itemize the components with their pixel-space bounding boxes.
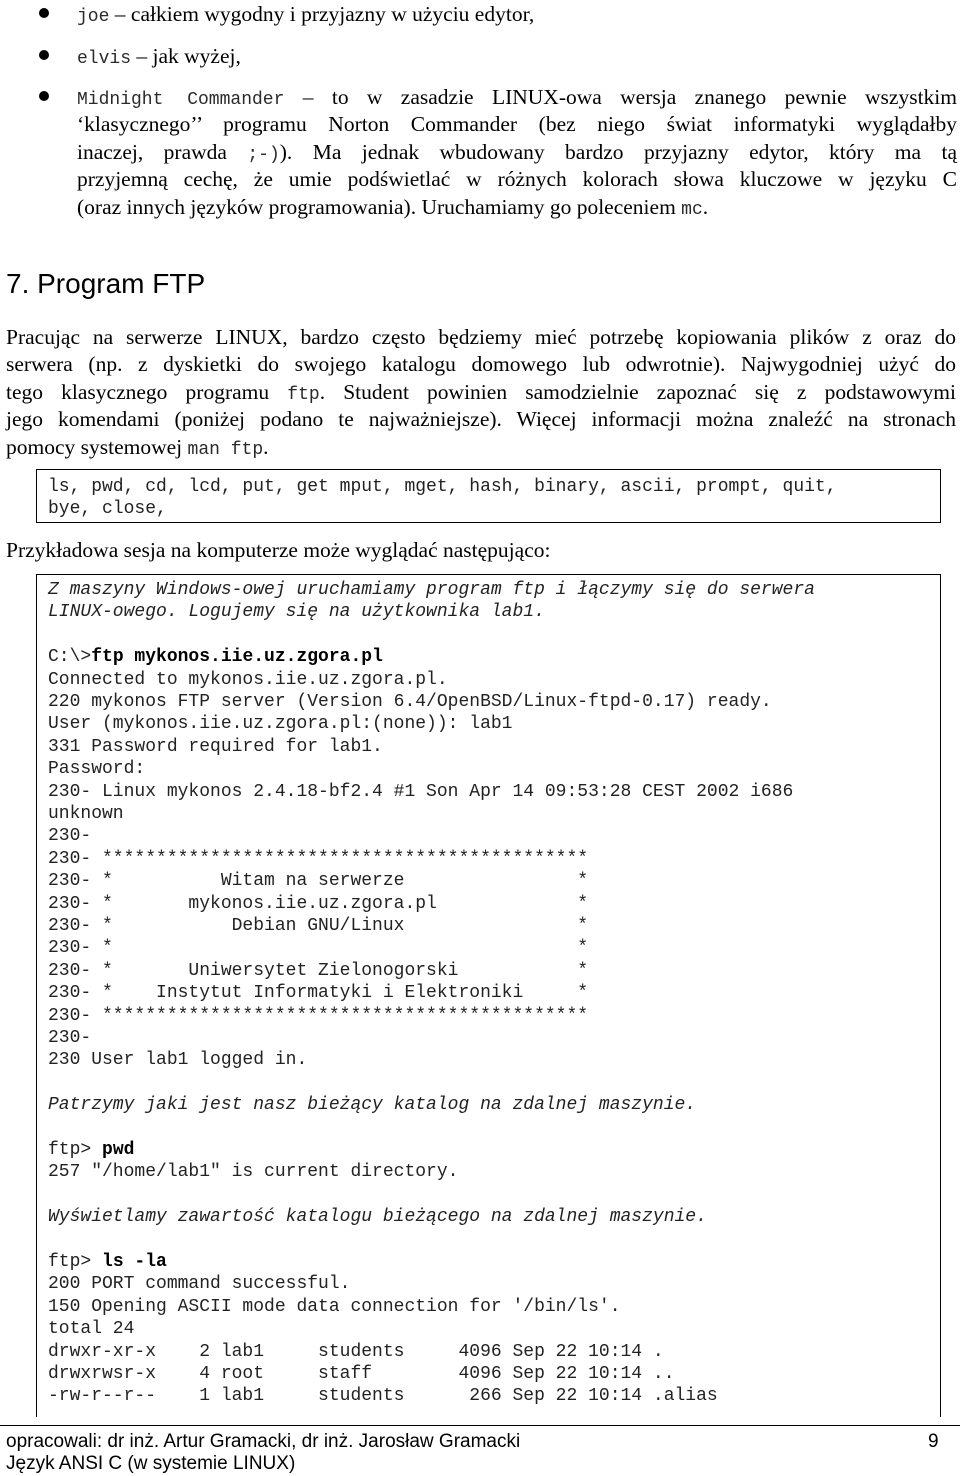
prompt-prefix: ftp> — [48, 1140, 103, 1160]
footer-divider — [0, 1425, 960, 1426]
session-line: 230- * Witam na serwerze * — [48, 871, 589, 892]
session-line: 331 Password required for lab1. — [48, 736, 383, 757]
typed-command: ls -la — [102, 1252, 167, 1272]
session-line: unknown — [48, 804, 124, 824]
paragraph-text: . Student powinien samodzielnie zapoznać się z podstawowymi — [319, 380, 956, 404]
session-line: 230- — [48, 1028, 92, 1048]
bullet-icon — [39, 50, 49, 60]
session-line: Password: — [48, 759, 146, 780]
example-intro: Przykładowa sesja na komputerze może wyglądać następująco: — [6, 538, 551, 562]
session-line: drwxr-xr-x 2 lab1 students 4096 Sep 22 10:14 . — [48, 1341, 664, 1362]
paragraph-line — [6, 405, 956, 433]
session-line: 230- ********************************************* — [48, 1005, 589, 1026]
bullet-line — [77, 193, 957, 224]
paragraph-text: Pracując na serwerze LINUX, bardzo często będziemy mieć potrzebę kopiowania plików z oraz do — [6, 325, 956, 349]
ftp-session-box — [36, 574, 941, 1417]
prompt-prefix: ftp> — [48, 1252, 103, 1272]
typed-command: ftp mykonos.iie.uz.zgora.pl — [91, 647, 383, 668]
session-line — [48, 1251, 167, 1273]
session-line: 230- * mykonos.iie.uz.zgora.pl * — [48, 893, 589, 914]
bullet-icon — [39, 8, 49, 18]
session-line — [48, 646, 383, 668]
session-line: 230 User lab1 logged in. — [48, 1050, 308, 1071]
footer-course: Język ANSI C (w systemie LINUX) — [6, 1453, 296, 1474]
bullet-text: (oraz innych języków programowania). Uruchamiamy go poleceniem — [77, 195, 682, 219]
bullet-line — [77, 0, 957, 31]
session-line: 230- ********************************************* — [48, 848, 589, 869]
bullet-text: . — [702, 195, 709, 219]
session-line: 230- * * — [48, 938, 589, 959]
ftp-commands-box — [36, 469, 941, 523]
bullet-text: – całkiem wygodny i przyjazny w użyciu edytor, — [109, 2, 535, 26]
paragraph-text: tego klasycznego programu — [6, 380, 288, 404]
page-number: 9 — [928, 1431, 939, 1452]
session-line: LINUX-owego. Logujemy się na użytkownika lab1. — [48, 602, 545, 623]
code-term: mc — [681, 200, 703, 220]
paragraph-line — [6, 323, 956, 351]
session-line: -rw-r--r-- 1 lab1 students 266 Sep 22 10:14 .alias — [48, 1386, 718, 1407]
code-term: ftp — [287, 385, 320, 405]
session-line: 230- * Instytut Informatyki i Elektroniki * — [48, 983, 589, 1004]
bullet-text: przyjemną cechę, że umie podświetlać w różnych kolorach słowa kluczowe w języku C — [77, 167, 957, 191]
prompt-prefix: C:\> — [48, 647, 92, 668]
session-line: Connected to mykonos.iie.uz.zgora.pl. — [48, 669, 448, 690]
bullet-line — [77, 110, 957, 138]
session-line: 150 Opening ASCII mode data connection for '/bin/ls'. — [48, 1296, 621, 1317]
session-line: User (mykonos.iie.uz.zgora.pl:(none)): lab1 — [48, 714, 513, 735]
session-line: total 24 — [48, 1319, 135, 1340]
paragraph-text: serwera (np. z dyskietki do swojego katalogu domowego lub odwrotnie). Najwygodniej użyć do — [6, 352, 956, 376]
bullet-icon — [39, 91, 49, 101]
session-line: 257 "/home/lab1" is current directory. — [48, 1162, 459, 1183]
code-term: man ftp — [187, 440, 264, 460]
paragraph-text: . — [263, 435, 269, 459]
commands-line: bye, close, — [48, 499, 167, 519]
typed-command: pwd — [102, 1140, 135, 1160]
session-line: Wyświetlamy zawartość katalogu bieżącego na zdalnej maszynie. — [48, 1207, 707, 1228]
code-term: elvis — [77, 49, 132, 69]
footer-authors: opracowali: dr inż. Artur Gramacki, dr inż. Jarosław Gramacki — [6, 1431, 521, 1452]
bullet-line — [77, 42, 957, 73]
commands-line: ls, pwd, cd, lcd, put, get mput, mget, hash, binary, ascii, prompt, quit, — [48, 477, 837, 497]
bullet-line — [77, 165, 957, 193]
session-line: 230- Linux mykonos 2.4.18-bf2.4 #1 Son Apr 14 09:53:28 CEST 2002 i686 — [48, 781, 794, 802]
section-heading: 7. Program FTP — [6, 268, 206, 299]
session-line: 200 PORT command successful. — [48, 1274, 351, 1295]
bullet-text: ‘klasycznego’’ programu Norton Commander (bez niego świat informatyki wyglądałby — [77, 112, 957, 136]
paragraph-line — [6, 433, 956, 464]
session-line: drwxrwsr-x 4 root staff 4096 Sep 22 10:14 .. — [48, 1364, 675, 1384]
code-term: joe — [77, 7, 110, 27]
code-term: ;-) — [247, 145, 280, 165]
session-line: Z maszyny Windows-owej uruchamiamy program ftp i łączymy się do serwera — [48, 580, 815, 600]
session-line — [48, 1139, 134, 1161]
paragraph-text: pomocy systemowej — [6, 435, 188, 459]
session-line: Patrzymy jaki jest nasz bieżący katalog na zdalnej maszynie. — [48, 1095, 697, 1116]
session-line: 230- — [48, 826, 92, 847]
bullet-text: – jak wyżej, — [131, 44, 241, 68]
bullet-text: – to w zasadzie LINUX-owa wersja znanego pewnie wszystkim — [284, 85, 957, 109]
paragraph-text: jego komendami (poniżej podano te najważniejsze). Więcej informacji można znaleźć na stronach — [6, 407, 956, 431]
session-line: 220 mykonos FTP server (Version 6.4/OpenBSD/Linux-ftpd-0.17) ready. — [48, 692, 772, 712]
paragraph-line — [6, 350, 956, 378]
bullet-text: ). Ma jednak wbudowany bardzo przyjazny edytor, który ma tą — [279, 140, 957, 164]
code-term: Midnight Commander — [77, 90, 285, 110]
session-line: 230- * Uniwersytet Zielonogorski * — [48, 960, 589, 981]
session-line: 230- * Debian GNU/Linux * — [48, 916, 589, 936]
bullet-text: inaczej, prawda — [77, 140, 248, 164]
